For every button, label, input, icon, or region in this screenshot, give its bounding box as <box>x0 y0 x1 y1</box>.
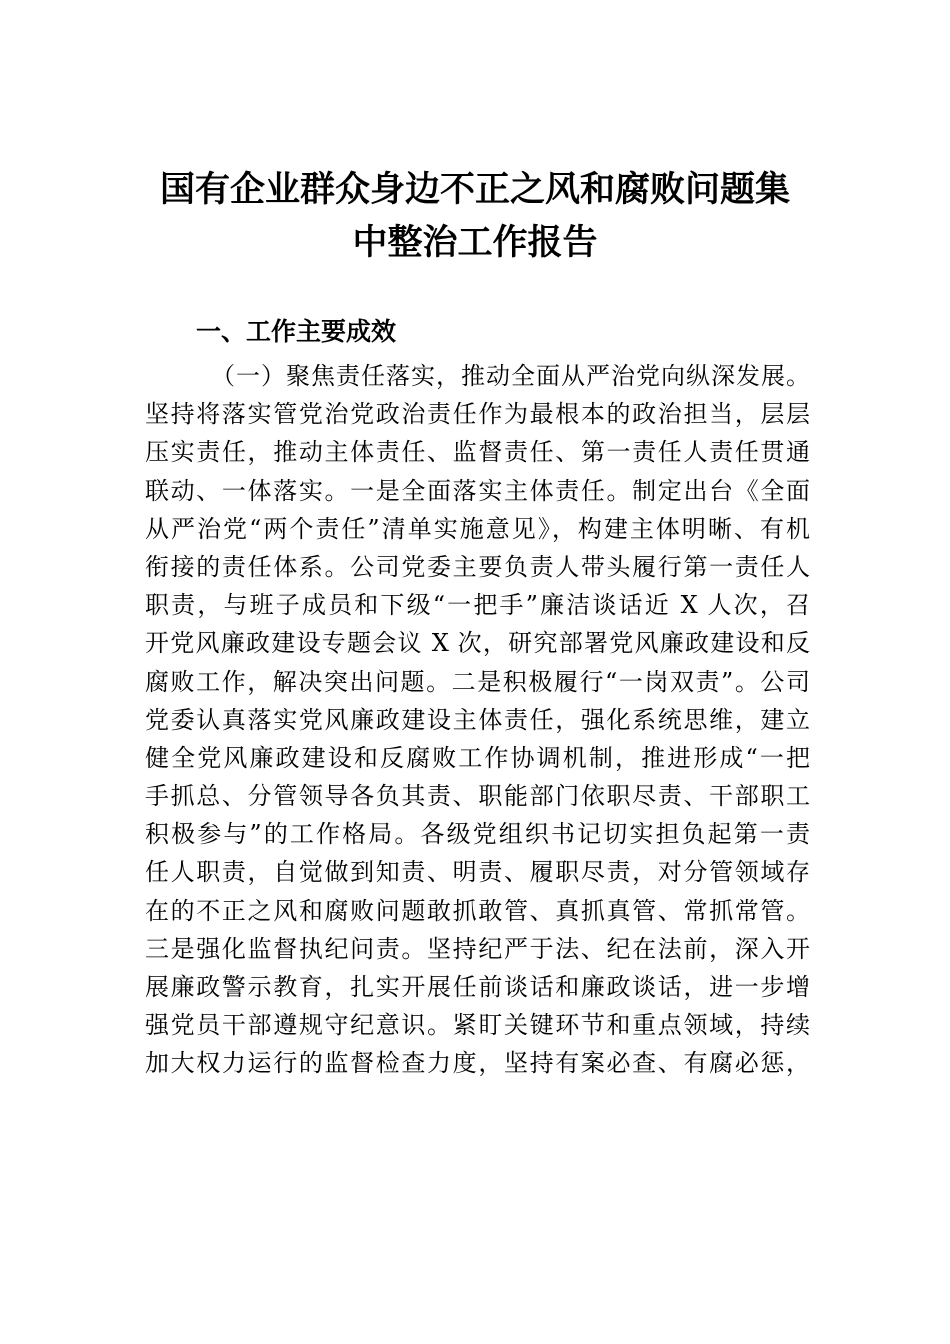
paragraph-line: 在的不正之风和腐败问题敢抓敢管、真抓真管、常抓常管。 <box>145 896 810 925</box>
paragraph-line: 从严治党“两个责任”清单实施意见》，构建主体明晰、有机 <box>145 514 810 543</box>
paragraph-line: 强党员干部遵规守纪意识。紧盯关键环节和重点领域，持续 <box>145 1011 810 1040</box>
paragraph-line: 展廉政警示教育，扎实开展任前谈话和廉政谈话，进一步增 <box>145 973 810 1001</box>
section-heading: 一、工作主要成效 <box>196 317 397 346</box>
paragraph-line: 手抓总、分管领导各负其责、职能部门依职尽责、干部职工 <box>145 782 810 811</box>
paragraph-line: 坚持将落实管党治党政治责任作为最根本的政治担当，层层 <box>145 400 810 429</box>
paragraph-line: 加大权力运行的监督检查力度，坚持有案必查、有腐必惩， <box>145 1049 810 1078</box>
paragraph-line: 任人职责，自觉做到知责、明责、履职尽责，对分管领域存 <box>145 858 810 887</box>
document-title-line-1: 国有企业群众身边不正之风和腐败问题集 <box>159 170 790 210</box>
paragraph-line: 党委认真落实党风廉政建设主体责任，强化系统思维，建立 <box>145 705 810 734</box>
paragraph-line: 开党风廉政建设专题会议 X 次，研究部署党风廉政建设和反 <box>145 629 810 658</box>
paragraph-line: 健全党风廉政建设和反腐败工作协调机制，推进形成“一把 <box>145 743 810 772</box>
document-title-line-2: 中整治工作报告 <box>352 223 598 263</box>
paragraph-line: 衔接的责任体系。公司党委主要负责人带头履行第一责任人 <box>145 552 810 581</box>
paragraph-line: 压实责任，推动主体责任、监督责任、第一责任人责任贯通 <box>145 438 810 467</box>
paragraph-line: 联动、一体落实。一是全面落实主体责任。制定出台《全面 <box>145 476 810 505</box>
paragraph-line: 三是强化监督执纪问责。坚持纪严于法、纪在法前，深入开 <box>145 934 810 963</box>
paragraph-line: 腐败工作，解决突出问题。二是积极履行“一岗双责”。公司 <box>145 667 810 696</box>
paragraph-line: （一）聚焦责任落实，推动全面从严治党向纵深发展。 <box>211 362 810 390</box>
paragraph-line: 职责，与班子成员和下级“一把手”廉洁谈话近 X 人次，召 <box>145 591 810 620</box>
body-paragraph <box>145 357 810 1083</box>
paragraph-line: 积极参与”的工作格局。各级党组织书记切实担负起第一责 <box>145 820 810 849</box>
